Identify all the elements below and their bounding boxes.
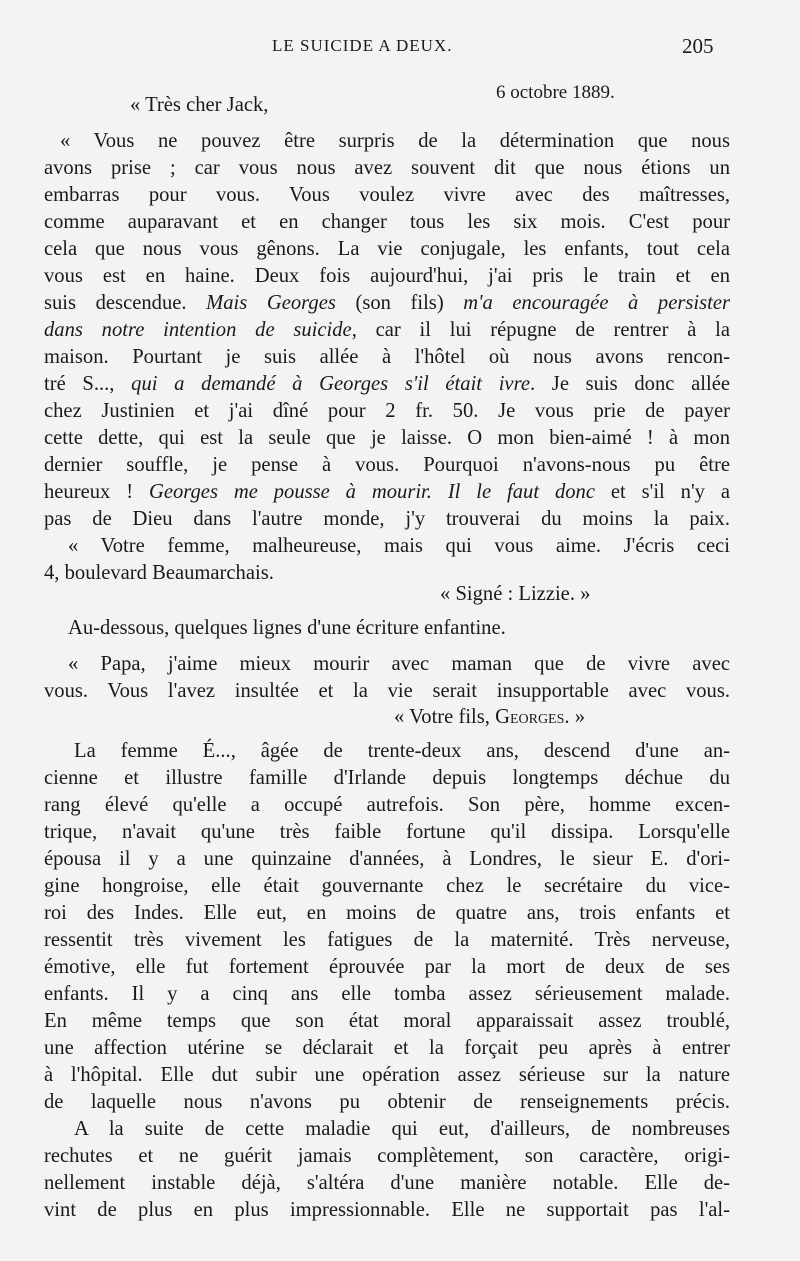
text-line: A la suite de cette maladie qui eut, d'ailleurs, de nombreuses [74, 1118, 730, 1140]
text-line: vous. Vous l'avez insultée et la vie serait insupportable avec vous. [44, 680, 730, 702]
text-line: vint de plus en plus impressionnable. Elle ne supportait pas l'al- [44, 1199, 730, 1221]
text-line: de laquelle nous n'avons pu obtenir de renseignements précis. [44, 1091, 730, 1113]
text-line: cette dette, qui est la seule que je laisse. O mon bien-aimé ! à mon [44, 427, 730, 449]
text-line: dans notre intention de suicide, car il lui répugne de rentrer à la [44, 319, 730, 341]
text-line: pas de Dieu dans l'autre monde, j'y trouverai du moins la paix. [44, 508, 730, 530]
text-line: épousa il y a une quinzaine d'années, à Londres, le sieur E. d'ori- [44, 848, 730, 870]
text-line: « Votre fils, Georges. » [394, 706, 585, 728]
text-line: « Signé : Lizzie. » [440, 583, 591, 605]
text-line: « Vous ne pouvez être surpris de la détermination que nous [60, 130, 730, 152]
text-line: ressentit très vivement les fatigues de la maternité. Très nerveuse, [44, 929, 730, 951]
page-number: 205 [682, 34, 714, 58]
text-line: dernier souffle, je pense à vous. Pourquoi n'avons-nous pu être [44, 454, 730, 476]
text-line: comme auparavant et en changer tous les six mois. C'est pour [44, 211, 730, 233]
text-line: rang élevé qu'elle a occupé autrefois. Son père, homme excen- [44, 794, 730, 816]
running-title: LE SUICIDE A DEUX. [272, 36, 453, 55]
text-line: rechutes et ne guérit jamais complètement, son caractère, origi- [44, 1145, 730, 1167]
text-line: 4, boulevard Beaumarchais. [44, 562, 274, 584]
text-line: roi des Indes. Elle eut, en moins de quatre ans, trois enfants et [44, 902, 730, 924]
text-line: gine hongroise, elle était gouvernante chez le secrétaire du vice- [44, 875, 730, 897]
page-header [0, 36, 800, 60]
text-line: « Votre femme, malheureuse, mais qui vous aime. J'écris ceci [68, 535, 730, 557]
text-line: tré S..., qui a demandé à Georges s'il était ivre. Je suis donc allée [44, 373, 730, 395]
text-line: heureux ! Georges me pousse à mourir. Il le faut donc et s'il n'y a [44, 481, 730, 503]
text-line: maison. Pourtant je suis allée à l'hôtel où nous avons rencon- [44, 346, 730, 368]
text-line: cela que nous vous gênons. La vie conjugale, les enfants, tout cela [44, 238, 730, 260]
text-line: embarras pour vous. Vous voulez vivre avec des maîtresses, [44, 184, 730, 206]
text-line: chez Justinien et j'ai dîné pour 2 fr. 50. Je vous prie de payer [44, 400, 730, 422]
text-line: vous est en haine. Deux fois aujourd'hui, j'ai pris le train et en [44, 265, 730, 287]
text-line: 6 octobre 1889. [496, 82, 615, 103]
text-line: suis descendue. Mais Georges (son fils) m'a encouragée à persister [44, 292, 730, 314]
text-line: une affection utérine se déclarait et la forçait peu après à entrer [44, 1037, 730, 1059]
text-line: En même temps que son état moral apparaissait assez troublé, [44, 1010, 730, 1032]
text-line: émotive, elle fut fortement éprouvée par la mort de deux de ses [44, 956, 730, 978]
text-line: enfants. Il y a cinq ans elle tomba assez sérieusement malade. [44, 983, 730, 1005]
text-line: cienne et illustre famille d'Irlande depuis longtemps déchue du [44, 767, 730, 789]
text-line: La femme É..., âgée de trente-deux ans, descend d'une an- [74, 740, 730, 762]
text-line: nellement instable déjà, s'altéra d'une manière notable. Elle de- [44, 1172, 730, 1194]
text-line: avons prise ; car vous nous avez souvent dit que nous étions un [44, 157, 730, 179]
text-line: Au-dessous, quelques lignes d'une écriture enfantine. [68, 617, 506, 639]
text-line: « Très cher Jack, [130, 94, 269, 116]
text-line: trique, n'avait qu'une très faible fortune qu'il dissipa. Lorsqu'elle [44, 821, 730, 843]
text-line: à l'hôpital. Elle dut subir une opération assez sérieuse sur la nature [44, 1064, 730, 1086]
text-line: « Papa, j'aime mieux mourir avec maman que de vivre avec [68, 653, 730, 675]
